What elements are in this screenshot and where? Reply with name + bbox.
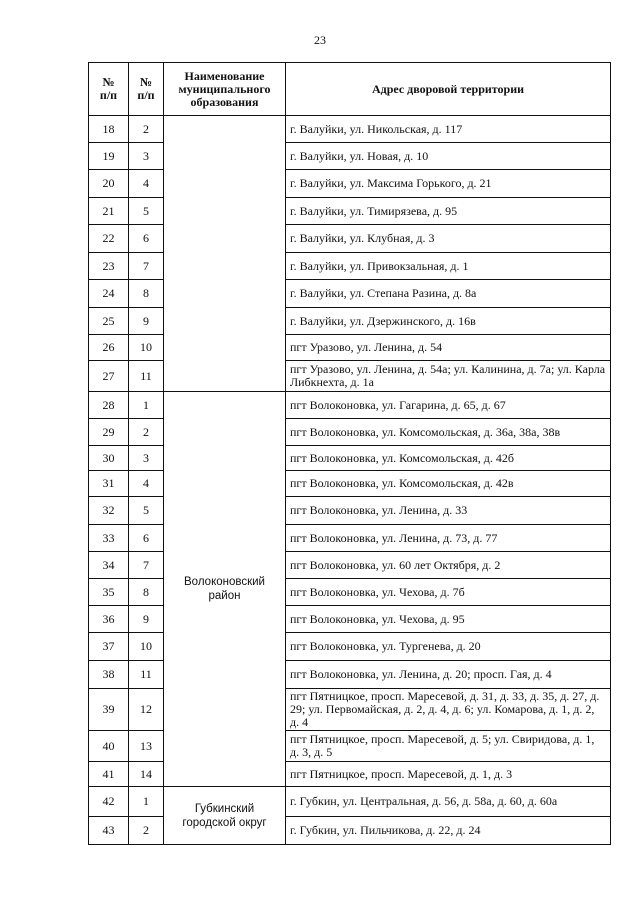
row-number-local: 3 (129, 446, 164, 471)
row-number-total: 24 (89, 280, 129, 308)
row-number-total: 19 (89, 143, 129, 170)
address-cell: пгт Волоконовка, ул. Ленина, д. 33 (286, 497, 611, 525)
address-cell: г. Губкин, ул. Центральная, д. 56, д. 58а, д. 60, д. 60а (286, 787, 611, 817)
address-cell: пгт Волоконовка, ул. Ленина, д. 20; просп. Гая, д. 4 (286, 661, 611, 689)
row-number-local: 10 (129, 633, 164, 661)
row-number-total: 27 (89, 361, 129, 392)
row-number-total: 38 (89, 661, 129, 689)
header-municipality: Наименование муниципального образования (164, 63, 286, 116)
row-number-local: 12 (129, 689, 164, 731)
table-row (89, 116, 611, 143)
row-number-local: 2 (129, 419, 164, 446)
table-row (89, 787, 611, 817)
address-cell: пгт Волоконовка, ул. Чехова, д. 7б (286, 579, 611, 606)
row-number-local: 4 (129, 471, 164, 497)
address-cell: г. Валуйки, ул. Новая, д. 10 (286, 143, 611, 170)
address-cell: пгт Волоконовка, ул. 60 лет Октября, д. 2 (286, 552, 611, 579)
row-number-total: 33 (89, 525, 129, 552)
row-number-total: 31 (89, 471, 129, 497)
row-number-local: 7 (129, 552, 164, 579)
header-address: Адрес дворовой территории (286, 63, 611, 116)
row-number-local: 11 (129, 361, 164, 392)
municipality-cell: Волоконовский район (164, 392, 286, 787)
row-number-local: 5 (129, 497, 164, 525)
row-number-total: 18 (89, 116, 129, 143)
address-cell: г. Валуйки, ул. Клубная, д. 3 (286, 225, 611, 253)
address-cell: г. Валуйки, ул. Привокзальная, д. 1 (286, 253, 611, 280)
row-number-total: 43 (89, 817, 129, 845)
row-number-local: 2 (129, 116, 164, 143)
row-number-total: 41 (89, 762, 129, 787)
address-cell: пгт Уразово, ул. Ленина, д. 54 (286, 335, 611, 361)
address-cell: пгт Волоконовка, ул. Тургенева, д. 20 (286, 633, 611, 661)
address-cell: пгт Волоконовка, ул. Комсомольская, д. 42б (286, 446, 611, 471)
address-cell: пгт Уразово, ул. Ленина, д. 54а; ул. Калинина, д. 7а; ул. Карла Либкнехта, д. 1а (286, 361, 611, 392)
row-number-local: 13 (129, 731, 164, 762)
row-number-total: 30 (89, 446, 129, 471)
row-number-local: 9 (129, 606, 164, 633)
address-cell: пгт Волоконовка, ул. Ленина, д. 73, д. 77 (286, 525, 611, 552)
row-number-local: 5 (129, 198, 164, 225)
row-number-total: 34 (89, 552, 129, 579)
row-number-local: 1 (129, 392, 164, 419)
row-number-total: 25 (89, 308, 129, 335)
row-number-local: 1 (129, 787, 164, 817)
address-cell: пгт Волоконовка, ул. Гагарина, д. 65, д. 67 (286, 392, 611, 419)
address-cell: г. Губкин, ул. Пильчикова, д. 22, д. 24 (286, 817, 611, 845)
address-cell: г. Валуйки, ул. Степана Разина, д. 8а (286, 280, 611, 308)
address-table (88, 62, 611, 845)
row-number-total: 42 (89, 787, 129, 817)
address-cell: г. Валуйки, ул. Максима Горького, д. 21 (286, 170, 611, 198)
row-number-total: 29 (89, 419, 129, 446)
row-number-total: 39 (89, 689, 129, 731)
row-number-total: 36 (89, 606, 129, 633)
row-number-total: 28 (89, 392, 129, 419)
municipality-cell: Губкинский городской округ (164, 787, 286, 845)
row-number-local: 3 (129, 143, 164, 170)
row-number-total: 23 (89, 253, 129, 280)
row-number-local: 9 (129, 308, 164, 335)
address-cell: г. Валуйки, ул. Дзержинского, д. 16в (286, 308, 611, 335)
row-number-local: 6 (129, 525, 164, 552)
row-number-local: 10 (129, 335, 164, 361)
row-number-total: 21 (89, 198, 129, 225)
address-cell: пгт Пятницкое, просп. Маресевой, д. 5; ул. Свиридова, д. 1, д. 3, д. 5 (286, 731, 611, 762)
row-number-total: 37 (89, 633, 129, 661)
row-number-total: 35 (89, 579, 129, 606)
row-number-total: 22 (89, 225, 129, 253)
row-number-local: 8 (129, 280, 164, 308)
row-number-local: 8 (129, 579, 164, 606)
address-cell: пгт Волоконовка, ул. Чехова, д. 95 (286, 606, 611, 633)
row-number-local: 11 (129, 661, 164, 689)
address-cell: пгт Волоконовка, ул. Комсомольская, д. 36а, 38а, 38в (286, 419, 611, 446)
row-number-local: 6 (129, 225, 164, 253)
row-number-local: 7 (129, 253, 164, 280)
address-cell: пгт Волоконовка, ул. Комсомольская, д. 42в (286, 471, 611, 497)
address-cell: г. Валуйки, ул. Никольская, д. 117 (286, 116, 611, 143)
table-body (89, 116, 611, 845)
table-row (89, 392, 611, 419)
row-number-total: 32 (89, 497, 129, 525)
header-number-total: № п/п (89, 63, 129, 116)
row-number-local: 14 (129, 762, 164, 787)
row-number-total: 26 (89, 335, 129, 361)
municipality-cell (164, 116, 286, 392)
address-cell: г. Валуйки, ул. Тимирязева, д. 95 (286, 198, 611, 225)
table-header-row (89, 63, 611, 116)
row-number-local: 2 (129, 817, 164, 845)
page-number: 23 (314, 33, 326, 47)
header-number-local: № п/п (129, 63, 164, 116)
address-cell: пгт Пятницкое, просп. Маресевой, д. 1, д. 3 (286, 762, 611, 787)
row-number-local: 4 (129, 170, 164, 198)
row-number-total: 40 (89, 731, 129, 762)
address-cell: пгт Пятницкое, просп. Маресевой, д. 31, д. 33, д. 35, д. 27, д. 29; ул. Первомайская, д. 2, д. 4, д. 6; ул. Комарова, д. 1, д. 2, д. 4 (286, 689, 611, 731)
row-number-total: 20 (89, 170, 129, 198)
